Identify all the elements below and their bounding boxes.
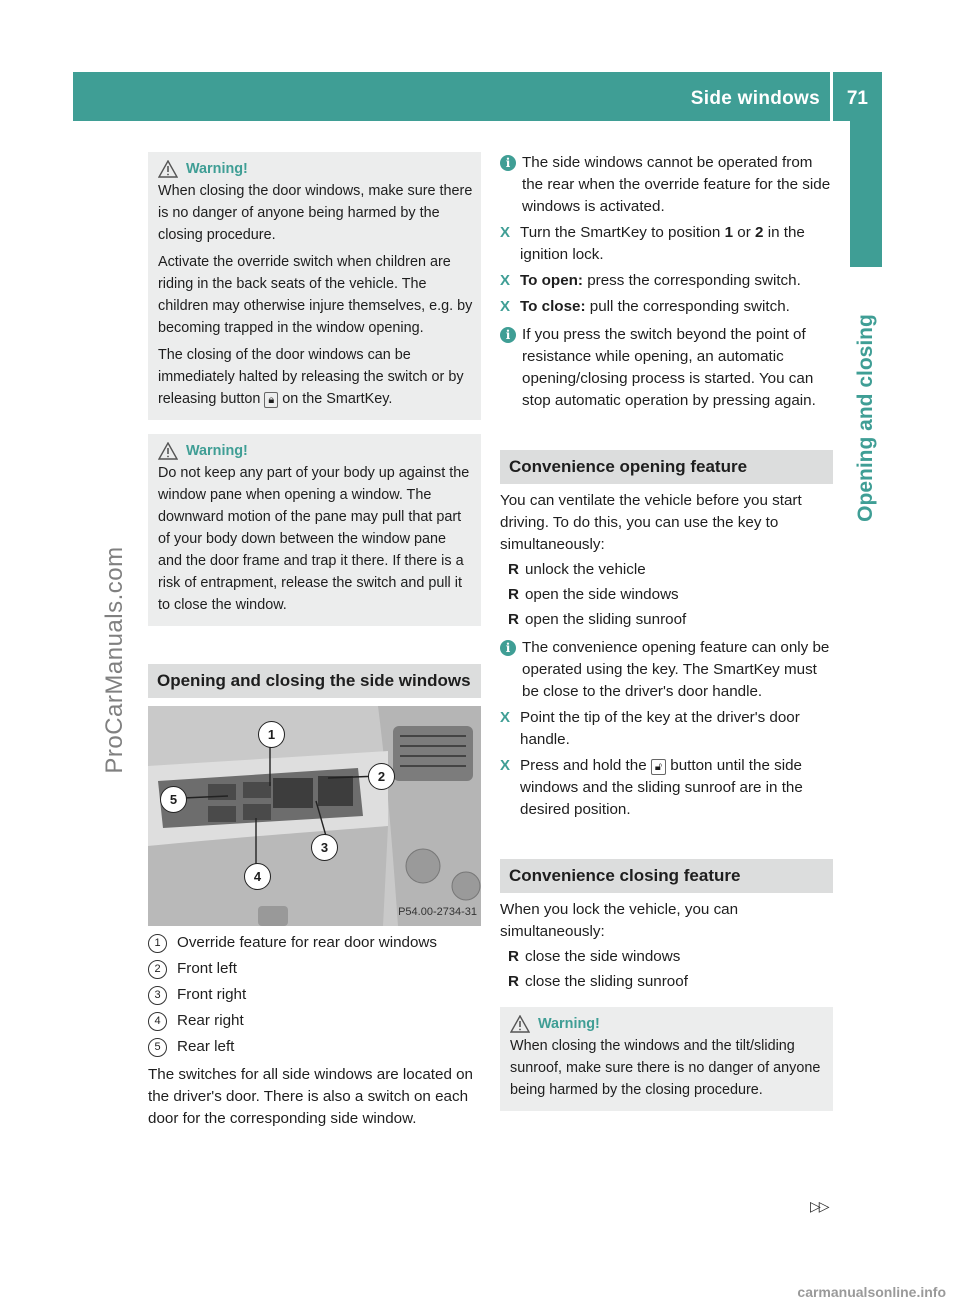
bullet-text: unlock the vehicle	[524, 561, 646, 578]
step-text-part: press the corresponding switch.	[587, 272, 801, 289]
bullet-marker: R	[508, 973, 519, 990]
step-arrow-icon: X	[500, 272, 511, 289]
callout-2: 2	[368, 763, 395, 790]
bullet-text: close the sliding sunroof	[524, 973, 688, 990]
legend-text: Rear right	[177, 1012, 244, 1029]
warning-heading	[510, 1013, 825, 1035]
warning-text: When closing the windows and the tilt/sliding sunroof, make sure there is no danger of anyone being harmed by the closing procedure.	[510, 1038, 821, 1098]
legend-number: 2	[148, 960, 167, 979]
legend-text: Front right	[177, 986, 247, 1003]
callout-4: 4	[244, 863, 271, 890]
info-text: The convenience opening feature can only be operated using the key. The SmartKey must be close to the driver's door handle.	[522, 639, 830, 700]
watermark-bottom: carmanualsonline.info	[797, 1284, 946, 1300]
bullet-text: close the side windows	[524, 948, 681, 965]
instruction-step	[500, 707, 833, 751]
header-bar	[73, 72, 882, 121]
warning-text: Activate the override switch when children are riding in the back seats of the vehicle. The children may otherwise injure themselves, e.g. by becoming trapped in the window opening.	[158, 254, 473, 336]
instruction-step	[500, 296, 833, 318]
step-text-part: button until the side windows and the sliding sunroof are in the desired position.	[520, 757, 803, 818]
step-text-part: in the ignition lock.	[520, 224, 805, 263]
warning-box	[500, 1007, 833, 1111]
warning-heading	[158, 158, 473, 180]
legend-text: Rear left	[177, 1038, 235, 1055]
bullet-item	[500, 971, 833, 993]
bullet-item	[500, 559, 833, 581]
warning-title: Warning!	[186, 161, 248, 177]
legend-number: 3	[148, 986, 167, 1005]
section-heading: Opening and closing the side windows	[148, 664, 481, 698]
warning-box	[148, 152, 481, 420]
bullet-item	[500, 584, 833, 606]
right-column	[500, 152, 833, 1111]
page-number: 71	[846, 88, 868, 109]
info-text: The side windows cannot be operated from the rear when the override feature for the side windows is activated.	[522, 154, 831, 215]
instruction-step	[500, 755, 833, 821]
bullet-marker: R	[508, 561, 519, 578]
position-number: 1	[724, 224, 734, 241]
warning-triangle-icon	[510, 1015, 530, 1033]
bullet-text: open the side windows	[524, 586, 679, 603]
unlock-icon: 🔓︎	[651, 759, 666, 775]
step-label: To close:	[520, 298, 586, 315]
legend-number: 5	[148, 1038, 167, 1057]
step-text: Point the tip of the key at the driver's door handle.	[520, 709, 800, 748]
chapter-tab	[850, 121, 882, 267]
bullet-marker: R	[508, 586, 519, 603]
bullet-item	[500, 609, 833, 631]
legend-item	[148, 932, 481, 954]
warning-text-part: The closing of the door windows can be immediately halted by releasing the switch or by releasing button	[158, 347, 464, 407]
warning-triangle-icon	[158, 160, 178, 178]
header-divider	[830, 72, 833, 121]
callout-5: 5	[160, 786, 187, 813]
info-icon: i	[500, 155, 516, 171]
legend-number: 4	[148, 1012, 167, 1031]
section-heading: Convenience opening feature	[500, 450, 833, 484]
body-paragraph: The switches for all side windows are located on the driver's door. There is also a switch on each door for the corresponding side window.	[148, 1066, 474, 1127]
step-text-part: Turn the SmartKey to position	[520, 224, 721, 241]
continued-marker: ▷▷	[810, 1198, 828, 1214]
bullet-marker: R	[508, 611, 519, 628]
chapter-label: Opening and closing	[854, 314, 877, 522]
info-note	[500, 152, 833, 218]
info-note	[500, 324, 833, 412]
body-paragraph: You can ventilate the vehicle before you start driving. To do this, you can use the key to simultaneously:	[500, 492, 802, 553]
legend-number: 1	[148, 934, 167, 953]
bullet-marker: R	[508, 948, 519, 965]
warning-text	[158, 344, 473, 410]
step-label: To open:	[520, 272, 583, 289]
callout-3: 3	[311, 834, 338, 861]
info-icon: i	[500, 327, 516, 343]
step-text	[520, 755, 833, 821]
section-heading: Convenience closing feature	[500, 859, 833, 893]
step-arrow-icon: X	[500, 298, 511, 315]
warning-text-part: on the SmartKey.	[282, 391, 393, 407]
legend-text: Front left	[177, 960, 237, 977]
bullet-item	[500, 946, 833, 968]
watermark-left: ProCarManuals.com	[101, 546, 128, 774]
position-number: 2	[755, 224, 764, 241]
warning-triangle-icon	[158, 442, 178, 460]
warning-box	[148, 434, 481, 626]
callout-1: 1	[258, 721, 285, 748]
bullet-text: open the sliding sunroof	[524, 611, 687, 628]
lock-icon: 🔒︎	[264, 392, 278, 408]
legend-item	[148, 958, 481, 980]
legend-item	[148, 984, 481, 1006]
left-column	[148, 152, 481, 1130]
figure-code: P54.00-2734-31	[398, 906, 477, 918]
info-text: If you press the switch beyond the point of resistance while opening, an automatic opening/closing process is started. You can stop automatic operation by pressing again.	[522, 326, 816, 409]
warning-heading	[158, 440, 473, 462]
legend-item	[148, 1010, 481, 1032]
door-switch-figure	[148, 706, 481, 926]
legend-text: Override feature for rear door windows	[177, 934, 437, 951]
info-note	[500, 637, 833, 703]
instruction-step	[500, 222, 833, 266]
instruction-step	[500, 270, 833, 292]
warning-title: Warning!	[186, 443, 248, 459]
step-arrow-icon: X	[500, 709, 511, 726]
step-text	[520, 296, 790, 318]
step-text	[520, 270, 801, 292]
legend-item	[148, 1036, 481, 1058]
step-text-part: Press and hold the	[520, 757, 647, 774]
figure-legend	[148, 932, 481, 1058]
door-switch-illustration	[148, 706, 481, 926]
step-arrow-icon: X	[500, 224, 511, 241]
step-arrow-icon: X	[500, 757, 511, 774]
step-text-part: pull the corresponding switch.	[589, 298, 790, 315]
warning-title: Warning!	[538, 1016, 600, 1032]
warning-text: Do not keep any part of your body up against the window pane when opening a window. The downward motion of the pane may pull that part of your body down between the window pane and the door frame and trap it there. If there is a risk of entrapment, release the switch and pull it to close the window.	[158, 465, 470, 613]
step-text-part: or	[737, 224, 751, 241]
body-paragraph: When you lock the vehicle, you can simultaneously:	[500, 901, 739, 940]
warning-text: When closing the door windows, make sure there is no danger of anyone being harmed by the closing procedure.	[158, 183, 473, 243]
header-title: Side windows	[690, 88, 820, 109]
info-icon: i	[500, 640, 516, 656]
step-text	[520, 222, 833, 266]
